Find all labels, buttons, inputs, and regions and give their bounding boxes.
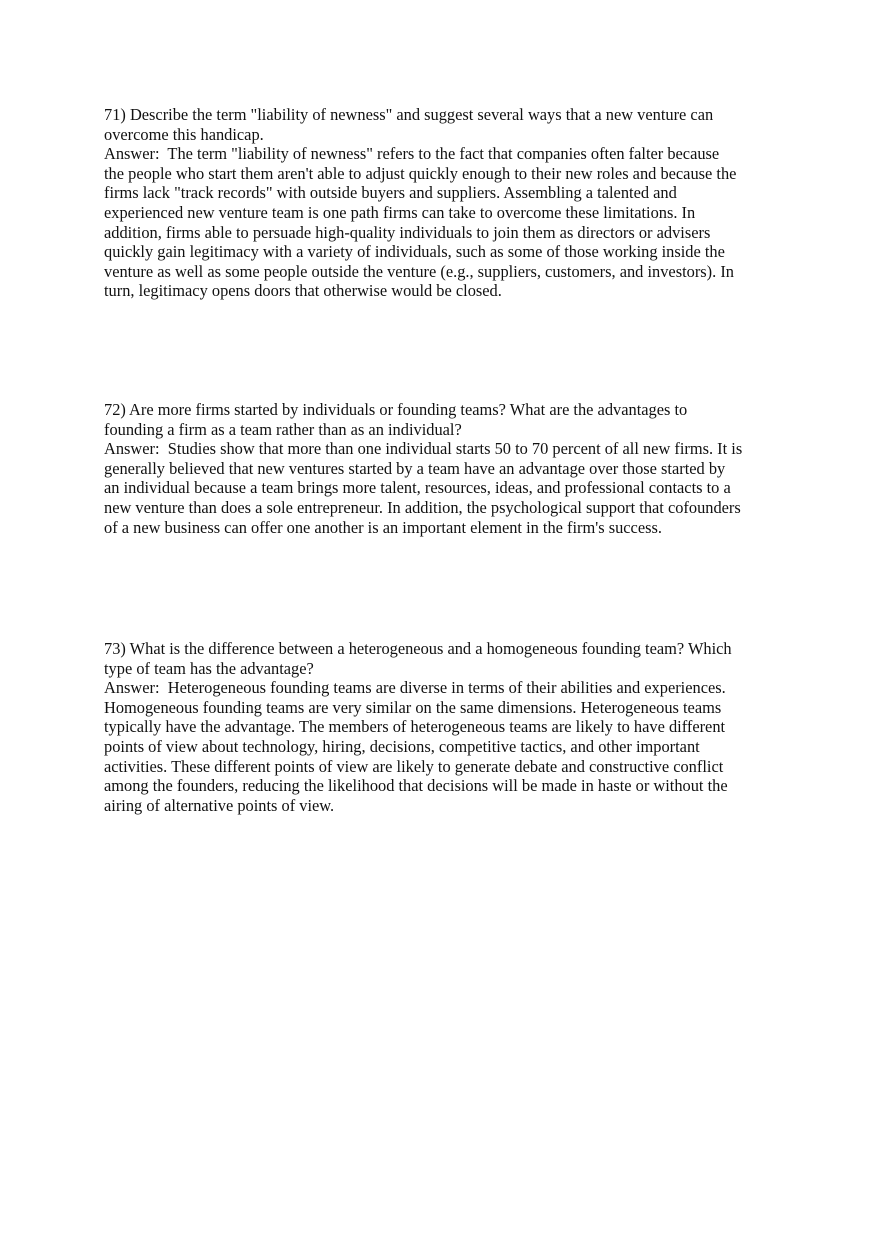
answer-line: the people who start them aren't able to adjust quickly enough to their new roles and because the (104, 163, 737, 183)
answer-line: venture as well as some people outside the venture (e.g., suppliers, customers, and investors). In (104, 261, 734, 281)
question-text (104, 400, 804, 439)
answer-line: experienced new venture team is one path firms can take to overcome these limitations. In (104, 202, 696, 222)
answer-line: Answer: The term "liability of newness" refers to the fact that companies often falter because (104, 144, 720, 164)
answer-line: airing of alternative points of view. (104, 795, 335, 815)
question-text (104, 105, 804, 144)
question-71 (104, 105, 804, 301)
question-73 (104, 639, 804, 815)
question-line: 73) What is the difference between a heterogeneous and a homogeneous founding team? Which (104, 639, 732, 658)
question-line: 71) Describe the term "liability of newness" and suggest several ways that a new venture can (104, 105, 714, 124)
answer-line: Homogeneous founding teams are very similar on the same dimensions. Heterogeneous teams (104, 697, 722, 717)
answer-text (104, 439, 804, 537)
question-72 (104, 400, 804, 537)
question-line: type of team has the advantage? (104, 658, 314, 678)
answer-line: among the founders, reducing the likelihood that decisions will be made in haste or without the (104, 776, 728, 796)
answer-line: an individual because a team brings more talent, resources, ideas, and professional contacts to a (104, 478, 731, 498)
question-line: overcome this handicap. (104, 124, 264, 144)
answer-line: turn, legitimacy opens doors that otherwise would be closed. (104, 281, 502, 301)
answer-line: addition, firms able to persuade high-quality individuals to join them as directors or advisers (104, 222, 711, 242)
question-text (104, 639, 804, 678)
answer-line: typically have the advantage. The members of heterogeneous teams are likely to have different (104, 717, 726, 737)
answer-line: Answer: Heterogeneous founding teams are diverse in terms of their abilities and experiences. (104, 678, 726, 698)
answer-line: new venture than does a sole entrepreneur. In addition, the psychological support that cofounders (104, 497, 741, 517)
answer-line: of a new business can offer one another is an important element in the firm's success. (104, 517, 662, 537)
answer-text (104, 678, 804, 815)
answer-line: generally believed that new ventures started by a team have an advantage over those started by (104, 458, 726, 478)
question-line: founding a firm as a team rather than as an individual? (104, 419, 462, 439)
answer-text (104, 144, 804, 301)
answer-line: firms lack "track records" with outside buyers and suppliers. Assembling a talented and (104, 183, 677, 203)
question-line: 72) Are more firms started by individuals or founding teams? What are the advantages to (104, 400, 688, 419)
answer-line: points of view about technology, hiring, decisions, competitive tactics, and other important (104, 736, 700, 756)
answer-line: Answer: Studies show that more than one individual starts 50 to 70 percent of all new firms. It is (104, 439, 743, 459)
answer-line: activities. These different points of view are likely to generate debate and constructive conflict (104, 756, 724, 776)
answer-line: quickly gain legitimacy with a variety of individuals, such as some of those working inside the (104, 242, 725, 262)
